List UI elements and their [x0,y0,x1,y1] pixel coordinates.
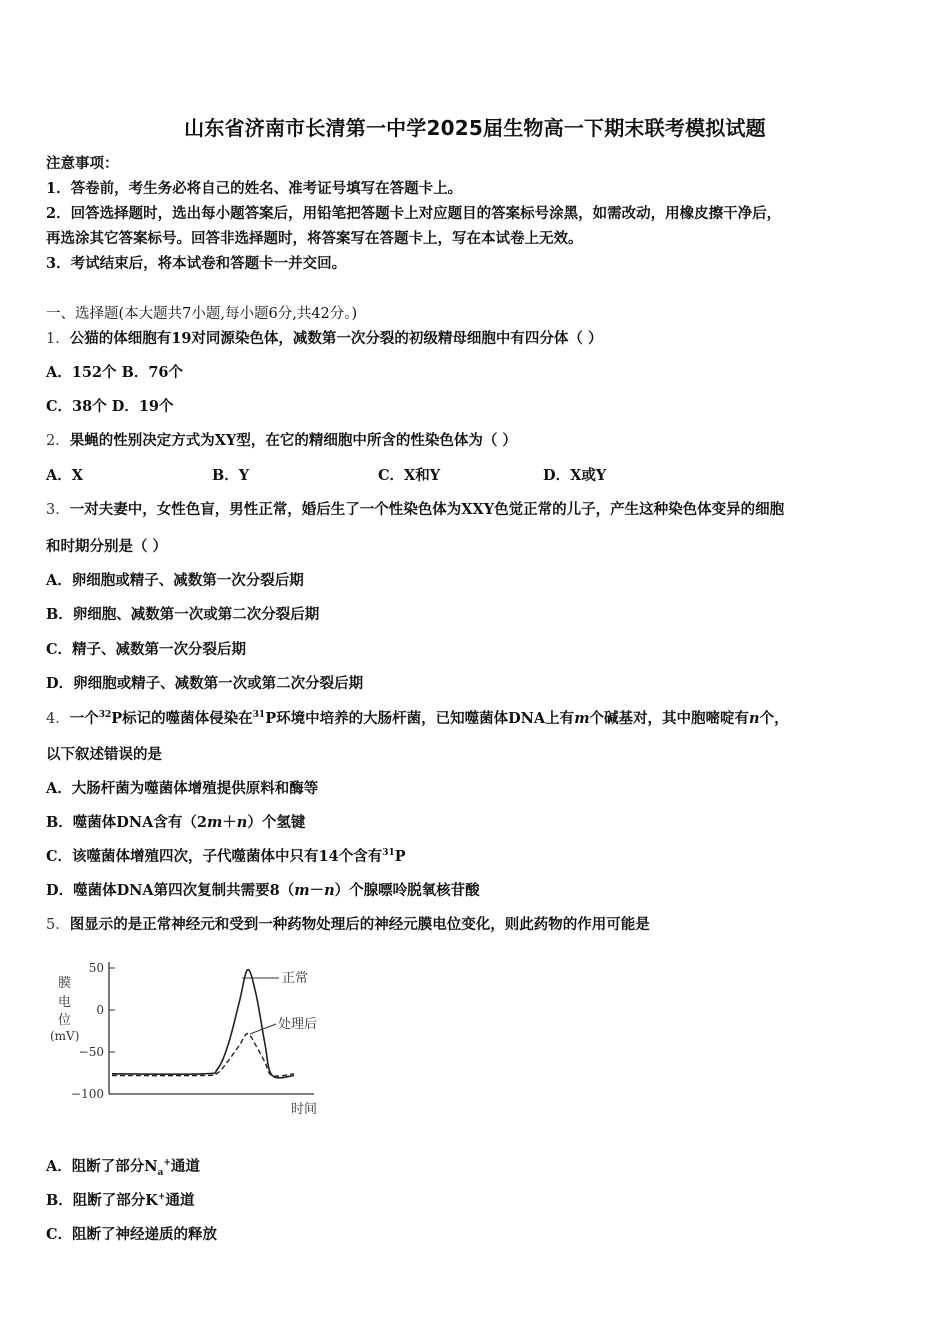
series-line-normal [112,970,294,1078]
y-axis-label: 电 [58,995,72,1010]
question-text: 一个 [69,710,99,727]
option-text: ＋ [222,814,237,831]
superscript: + [157,1192,166,1203]
question-2 [46,429,517,450]
q4-option-d[interactable] [46,879,480,900]
variable-n: n [749,710,760,727]
y-axis-label: (mV) [50,1029,80,1043]
q3-option-a[interactable]: A．卵细胞或精子、减数第一次分裂后期 [46,572,304,589]
option-text: A．阻断了部分N [46,1158,158,1175]
option-text: － [309,882,325,899]
option-text: ）个氢键 [247,814,306,831]
q3-option-d[interactable]: D．卵细胞或精子、减数第一次或第二次分裂后期 [46,675,364,692]
q5-option-c[interactable]: C．阻断了神经递质的释放 [46,1226,218,1243]
question-number: 5． [46,917,70,933]
option-text: D．噬菌体DNA第四次复制共需要8（ [46,882,295,899]
q3-option-c[interactable]: C．精子、减数第一次分裂后期 [46,641,247,658]
q1-options-row1[interactable]: A．152个 B．76个 [46,364,183,381]
option-text: C．该噬菌体增殖四次，子代噬菌体中只有14个含有 [46,848,383,865]
superscript: + [163,1158,171,1169]
question-number: 2． [46,433,70,449]
y-tick-label: 50 [88,961,104,975]
question-text: P标记的噬菌体侵染在 [111,710,253,727]
notice-heading: 注意事项： [46,155,119,172]
q4-option-a[interactable]: A．大肠杆菌为噬菌体增殖提供原料和酶等 [46,780,319,797]
x-axis-label: 时间 [291,1102,318,1117]
question-text: P环境中培养的大肠杆菌，已知噬菌体DNA上有 [265,710,575,727]
question-1 [46,327,602,348]
question-text: 公猫的体细胞有19对同源染色体，减数第一次分裂的初级精母细胞中有四分体（ ） [69,330,603,347]
notice-item: 3．考试结束后，将本试卷和答题卡一并交回。 [46,255,347,272]
question-number: 1． [46,331,70,347]
page-title: 山东省济南市长清第一中学2025届生物高一下期末联考模拟试题 [184,116,766,140]
q5-option-b[interactable] [46,1189,194,1210]
q2-option-b[interactable]: B．Y [212,467,250,484]
q4-option-c[interactable] [46,845,406,866]
variable-m: m [206,814,223,831]
question-3 [46,498,784,519]
membrane-potential-chart [44,952,344,1124]
subscript: a [157,1167,164,1178]
question-text: 果蝇的性别决定方式为XY型，在它的精细胞中所含的性染色体为（ ） [69,432,517,449]
variable-n: n [324,882,335,899]
series-label-normal: 正常 [282,971,309,986]
superscript: 31 [252,710,266,721]
series-label-treated: 处理后 [278,1017,318,1032]
question-text: 个碱基对，其中胞嘧啶有 [589,710,750,727]
variable-m: m [574,710,590,727]
y-axis-label: 膜 [58,976,72,991]
y-axis-label: 位 [58,1013,72,1028]
question-number: 4． [46,711,70,727]
notice-item: 1．答卷前，考生务必将自己的姓名、准考证号填写在答题卡上。 [46,180,463,197]
variable-n: n [236,814,248,831]
section-heading: 一、选择题(本大题共7小题,每小题6分,共42分。) [46,306,358,322]
q3-option-b[interactable]: B．卵细胞、减数第一次或第二次分裂后期 [46,606,320,623]
superscript: 31 [382,848,395,859]
y-tick-label: −100 [71,1087,104,1101]
question-4 [46,707,789,728]
option-text: 通道 [170,1158,200,1175]
option-text: B．噬菌体DNA含有（2 [46,814,207,831]
option-text: P [394,848,406,865]
q2-option-c[interactable]: C．X和Y [378,467,441,484]
q2-option-a[interactable]: A．X [46,467,84,484]
notice-item: 再选涂其它答案标号。回答非选择题时，将答案写在答题卡上，写在本试卷上无效。 [46,230,583,247]
question-5 [46,913,650,934]
q4-option-b[interactable] [46,811,305,832]
option-text: ）个腺嘌呤脱氧核苷酸 [334,882,480,899]
variable-m: m [294,882,310,899]
option-text: 通道 [165,1192,195,1209]
option-text: B．阻断了部分K [46,1192,158,1209]
question-number: 3． [46,502,70,518]
q5-option-a[interactable] [46,1155,200,1178]
q1-options-row2[interactable]: C．38个 D．19个 [46,398,174,415]
question-3-cont: 和时期分别是（ ） [46,538,168,555]
superscript: 32 [98,710,112,721]
y-tick-label: −50 [78,1045,104,1059]
notice-item: 2．回答选择题时，选出每小题答案后，用铅笔把答题卡上对应题目的答案标号涂黑，如需改动，用橡皮擦干净后， [46,205,782,222]
q2-option-d[interactable]: D．X或Y [543,467,607,484]
question-text: 个， [759,710,789,727]
question-4-cont: 以下叙述错误的是 [46,746,162,763]
question-text: 图显示的是正常神经元和受到一种药物处理后的神经元膜电位变化，则此药物的作用可能是 [69,916,650,933]
question-text: 一对夫妻中，女性色盲，男性正常，婚后生了一个性染色体为XXY色觉正常的儿子，产生这种染色体变异的细胞 [69,501,785,518]
y-tick-label: 0 [96,1003,104,1017]
